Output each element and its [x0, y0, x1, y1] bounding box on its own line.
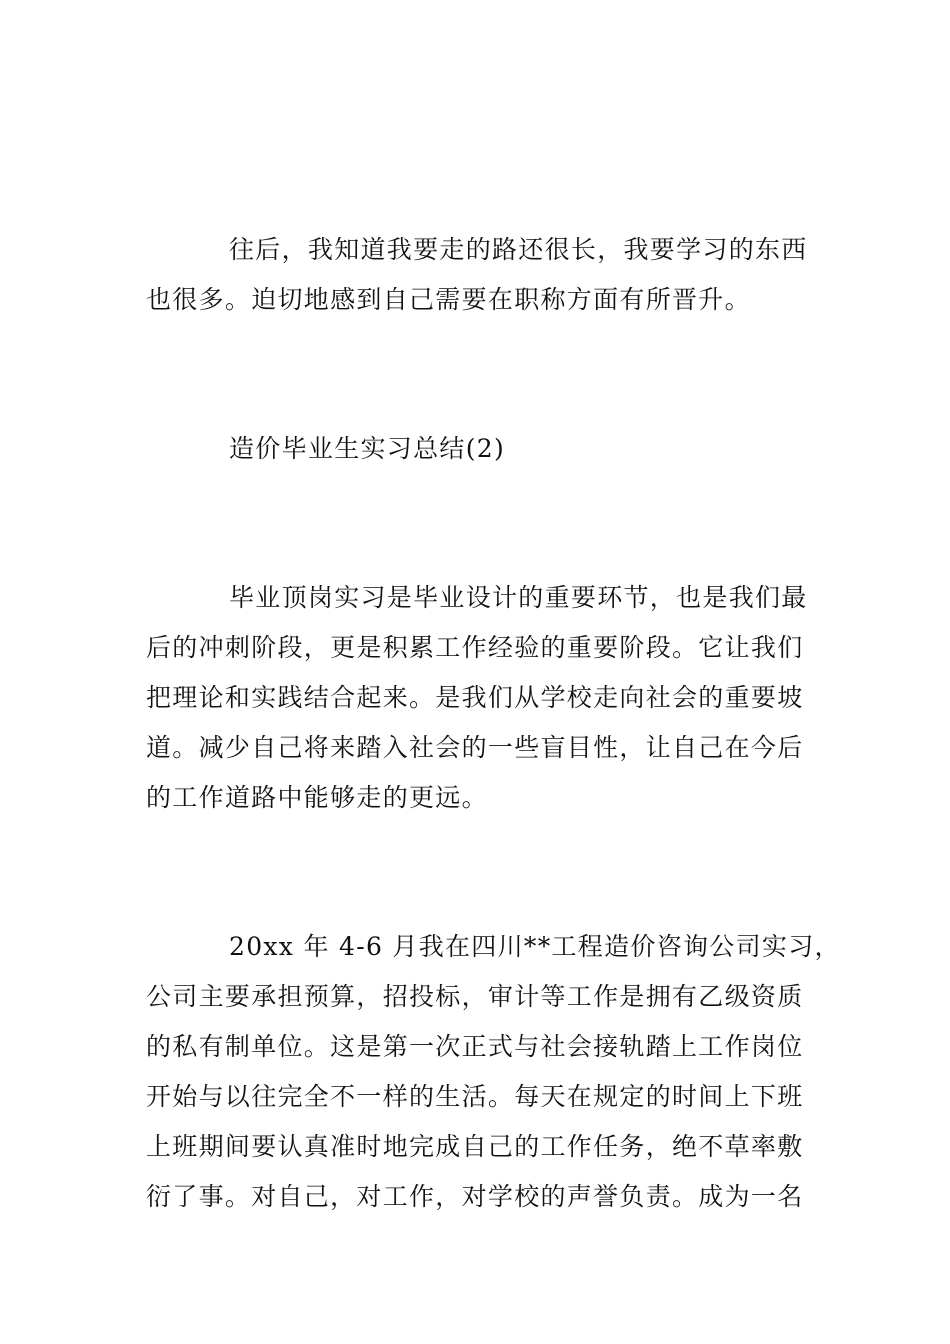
paragraph-line: 道。减少自己将来踏入社会的一些盲目性，让自己在今后	[146, 733, 804, 762]
paragraph-line: 往后，我知道我要走的路还很长，我要学习的东西	[229, 235, 808, 264]
paragraph-line: 衍了事。对自己，对工作，对学校的声誉负责。成为一名	[146, 1182, 804, 1211]
paragraph-line: 也很多。迫切地感到自己需要在职称方面有所晋升。	[146, 285, 751, 314]
paragraph-line: 后的冲刺阶段，更是积累工作经验的重要阶段。它让我们	[146, 633, 804, 662]
paragraph-line: 20xx 年 4-6 月我在四川**工程造价咨询公司实习，	[229, 932, 841, 961]
paragraph-line: 的私有制单位。这是第一次正式与社会接轨踏上工作岗位	[146, 1032, 804, 1061]
section-heading: 造价毕业生实习总结(2)	[229, 434, 506, 463]
paragraph-line: 上班期间要认真准时地完成自己的工作任务，绝不草率敷	[146, 1132, 804, 1161]
paragraph-line: 把理论和实践结合起来。是我们从学校走向社会的重要坡	[146, 683, 804, 712]
paragraph-line: 毕业顶岗实习是毕业设计的重要环节，也是我们最	[229, 583, 808, 612]
paragraph-line: 的工作道路中能够走的更远。	[146, 783, 488, 812]
paragraph-line: 开始与以往完全不一样的生活。每天在规定的时间上下班	[146, 1082, 804, 1111]
paragraph-line: 公司主要承担预算，招投标，审计等工作是拥有乙级资质	[146, 982, 804, 1011]
